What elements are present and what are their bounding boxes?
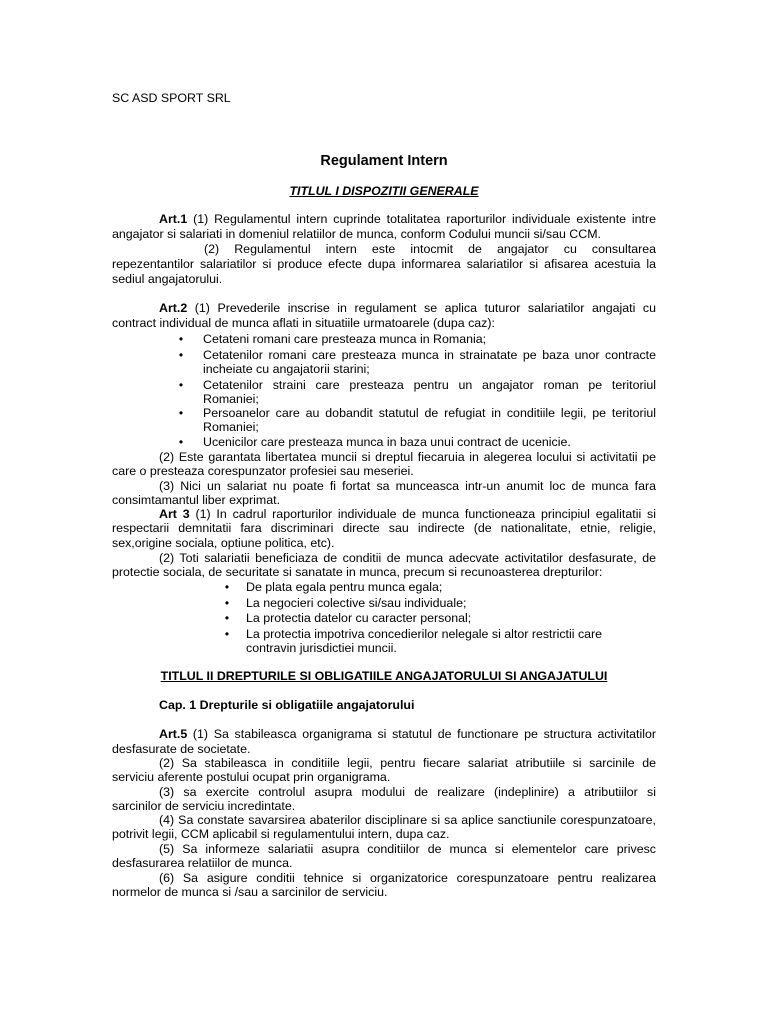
art1-line-4: repezentantilor salariatilor si produce efecte dupa informarea salariatilor si afisarea acestuia la [112,257,656,271]
art3-para-2b: protectie sociala, de securitate si sanatate in munca, precum si recunoasterea drepturilor: [112,565,603,579]
art3-label: Art 3 [159,507,190,521]
art5-line-7: (4) Sa constate savarsirea abaterilor disciplinare si sa aplice sanctiunile corespunzatoare, [159,813,656,827]
art3-bullet-4b: contravin jurisdictiei muncii. [246,641,397,655]
bullet-icon: • [178,435,184,449]
art5-label: Art.5 [159,727,188,741]
bullet-icon: • [178,378,184,392]
art5-line-12: normelor de munca si /sau a sarcinilor de serviciu. [112,885,388,899]
art3-bullet-4a: La protectia impotriva concedierilor nelegale si altor restrictii care [246,627,603,641]
art5-line-3: (2) Sa stabileasca in conditiile legii, pentru fiecare salariat atributiile si sarcinile de [159,756,656,770]
art2-bullet-5: Ucenicilor care presteaza munca in baza unui contract de ucenicie. [203,435,571,449]
bullet-icon: • [224,580,230,594]
art2-para-3a: (3) Nici un salariat nu poate fi fortat sa munceasca intr-un anumit loc de munca fara [159,479,656,493]
art5-line-10: desfasurarea relatiilor de munca. [112,856,293,870]
art2-para-2b: care o presteaza corespunzator profesiei sau meseriei. [112,464,414,478]
section-heading-titlul-2: TITLUL II DREPTURILE SI OBLIGATIILE ANGAJATORULUI SI ANGAJATULUI [160,669,608,683]
art3-line-3: sex,origine sociala, optiune politica, etc). [112,536,335,550]
bullet-icon: • [178,406,184,420]
bullet-icon: • [224,611,230,625]
art2-bullet-2a: Cetatenilor romani care presteaza munca in strainatate pe baza unor contracte [203,348,656,362]
art5-line-5: (3) sa exercite controlul asupra modului de realizare (indeplinire) a atributiilor si [159,785,656,799]
art5-line-11: (6) Sa asigure conditii tehnice si organizatorice corespunzatoare pentru realizarea [159,871,656,885]
chapter-heading: Cap. 1 Drepturile si obligatiile angajatorului [159,698,415,712]
art5-line-1: Art.5 (1) Sa stabileasca organigrama si statutul de functionare pe structura activitatilor [159,727,656,741]
art1-line-2: angajator si salariati in domeniul relatiilor de munca, conform Codului muncii si/sau CCM. [112,227,601,241]
art2-bullet-4b: Romaniei; [203,420,259,434]
company-name: SC ASD SPORT SRL [112,91,231,105]
art3-line-1: Art 3 (1) In cadrul raporturilor individuale de munca functioneaza principiul egalitatii si [159,507,656,521]
art5-line-6: sarcinilor de serviciu incredintate. [112,799,296,813]
art1-line-1: Art.1 (1) Regulamentul intern cuprinde totalitatea raporturilor individuale existente intre [159,212,656,226]
art2-para-2a: (2) Este garantata libertatea muncii si dreptul fiecaruia in alegerea locului si activitatii pe [159,450,656,464]
art3-bullet-1: De plata egala pentru munca egala; [246,580,443,594]
art1-line-3: (2) Regulamentul intern este intocmit de angajator cu consultarea [204,242,656,256]
art2-bullet-2b: incheiate cu angajatorii starini; [203,362,370,376]
art1-line-5: sediul angajatorului. [112,272,223,286]
art2-bullet-3a: Cetatenilor straini care presteaza pentru un angajator roman pe teritoriul [203,378,656,392]
art3-bullet-3: La protectia datelor cu caracter personal; [246,611,472,625]
art3-para-2a: (2) Toti salariatii beneficiaza de conditii de munca adecvate activitatilor desfasurate, de [159,551,656,565]
art2-bullet-1: Cetateni romani care presteaza munca in Romania; [203,332,487,346]
art2-bullet-3b: Romaniei; [203,392,259,406]
art2-line-2: contract individual de munca aflati in situatiile urmatoarele (dupa caz): [112,316,495,330]
art5-line-8: potrivit legii, CCM aplicabil si regulamentului intern, dupa caz. [112,827,450,841]
art5-line-9: (5) Sa informeze salariatii asupra conditiilor de munca si elementelor care privesc [159,842,656,856]
art5-line-4: serviciu aferente postului ocupat prin organigrama. [112,770,391,784]
bullet-icon: • [178,348,184,362]
bullet-icon: • [178,332,184,346]
document-title: Regulament Intern [320,153,448,169]
art3-bullet-2: La negocieri colective si/sau individuale; [246,596,467,610]
bullet-icon: • [224,596,230,610]
section-heading-titlul-1: TITLUL I DISPOZITII GENERALE [289,184,479,198]
art2-line-1: Art.2 (1) Prevederile inscrise in regulament se aplica tuturor salariatilor angajati cu [159,301,656,315]
art3-line-2: respectarii demnitatii fara discriminari directe sau indirecte (de nationalitate, etnie, religie, [112,521,656,535]
bullet-icon: • [224,627,230,641]
art2-label: Art.2 [159,301,188,315]
art5-line-2: desfasurate de societate. [112,742,251,756]
art2-bullet-4a: Persoanelor care au dobandit statutul de refugiat in conditiile legii, pe teritoriul [203,406,656,420]
art2-para-3b: consimtamantul liber exprimat. [112,493,281,507]
art1-label: Art.1 [159,212,188,226]
